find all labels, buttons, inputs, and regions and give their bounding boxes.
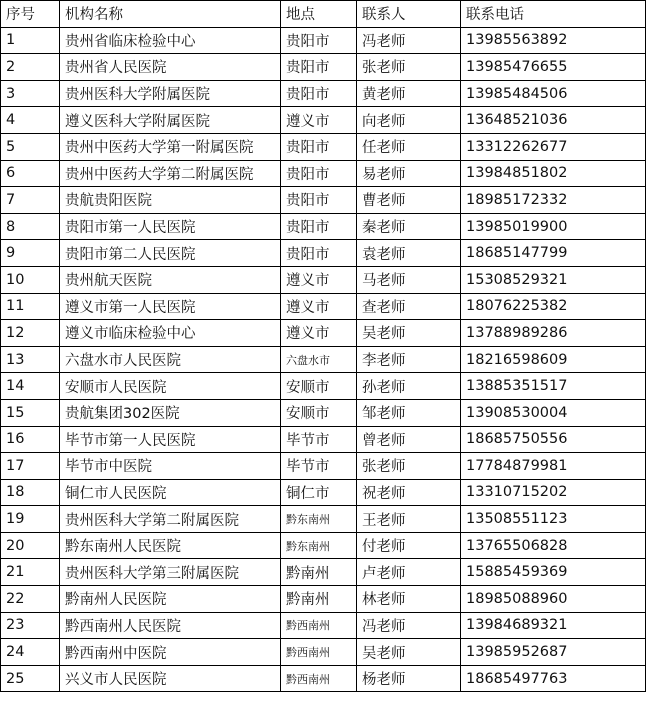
row-index: 25	[1, 665, 60, 692]
institution-name: 毕节市第一人民医院	[60, 426, 281, 453]
contact-person: 邹老师	[357, 399, 461, 426]
contact-person: 冯老师	[357, 612, 461, 639]
contact-person: 杨老师	[357, 665, 461, 692]
institution-name: 黔西南州人民医院	[60, 612, 281, 639]
table-row	[1, 426, 646, 453]
table-row	[1, 453, 646, 480]
phone-number: 13985484506	[461, 80, 646, 107]
table-row	[1, 612, 646, 639]
contact-person: 孙老师	[357, 373, 461, 400]
institution-name: 遵义市临床检验中心	[60, 320, 281, 347]
location: 安顺市	[281, 399, 357, 426]
header-contact: 联系人	[357, 1, 461, 28]
phone-number: 18985172332	[461, 187, 646, 214]
institution-name: 兴义市人民医院	[60, 665, 281, 692]
row-index: 6	[1, 160, 60, 187]
row-index: 11	[1, 293, 60, 320]
phone-number: 13985563892	[461, 27, 646, 54]
table-row	[1, 506, 646, 533]
phone-number: 13310715202	[461, 479, 646, 506]
institution-name: 贵州中医药大学第二附属医院	[60, 160, 281, 187]
table-row	[1, 160, 646, 187]
location: 毕节市	[281, 453, 357, 480]
header-institution: 机构名称	[60, 1, 281, 28]
contact-person: 任老师	[357, 133, 461, 160]
table-row	[1, 586, 646, 613]
row-index: 22	[1, 586, 60, 613]
header-location: 地点	[281, 1, 357, 28]
location: 遵义市	[281, 266, 357, 293]
table-row	[1, 346, 646, 373]
contact-person: 易老师	[357, 160, 461, 187]
row-index: 21	[1, 559, 60, 586]
phone-number: 18076225382	[461, 293, 646, 320]
table-row	[1, 27, 646, 54]
row-index: 3	[1, 80, 60, 107]
location: 贵阳市	[281, 240, 357, 267]
institution-name: 安顺市人民医院	[60, 373, 281, 400]
institution-name: 贵阳市第一人民医院	[60, 213, 281, 240]
institution-name: 毕节市中医院	[60, 453, 281, 480]
contact-person: 曹老师	[357, 187, 461, 214]
table-row	[1, 213, 646, 240]
row-index: 4	[1, 107, 60, 134]
location: 贵阳市	[281, 80, 357, 107]
contact-person: 付老师	[357, 532, 461, 559]
contact-person: 冯老师	[357, 27, 461, 54]
row-index: 13	[1, 346, 60, 373]
contact-person: 向老师	[357, 107, 461, 134]
row-index: 20	[1, 532, 60, 559]
institution-name: 贵州中医药大学第一附属医院	[60, 133, 281, 160]
location: 黔南州	[281, 559, 357, 586]
contact-person: 林老师	[357, 586, 461, 613]
phone-number: 18216598609	[461, 346, 646, 373]
table-row	[1, 107, 646, 134]
institution-name: 六盘水市人民医院	[60, 346, 281, 373]
phone-number: 13648521036	[461, 107, 646, 134]
location: 黔东南州	[281, 506, 357, 533]
table-row	[1, 133, 646, 160]
phone-number: 18685147799	[461, 240, 646, 267]
location: 六盘水市	[281, 346, 357, 373]
location: 遵义市	[281, 293, 357, 320]
table-row	[1, 559, 646, 586]
location: 贵阳市	[281, 54, 357, 81]
contact-person: 祝老师	[357, 479, 461, 506]
location: 贵阳市	[281, 187, 357, 214]
location: 黔西南州	[281, 639, 357, 666]
row-index: 9	[1, 240, 60, 267]
location: 安顺市	[281, 373, 357, 400]
row-index: 12	[1, 320, 60, 347]
location: 黔东南州	[281, 532, 357, 559]
location: 遵义市	[281, 107, 357, 134]
header-index: 序号	[1, 1, 60, 28]
row-index: 7	[1, 187, 60, 214]
institution-name: 遵义医科大学附属医院	[60, 107, 281, 134]
table-row	[1, 54, 646, 81]
row-index: 19	[1, 506, 60, 533]
location: 贵阳市	[281, 133, 357, 160]
row-index: 24	[1, 639, 60, 666]
row-index: 8	[1, 213, 60, 240]
contact-person: 李老师	[357, 346, 461, 373]
table-row	[1, 80, 646, 107]
location: 黔西南州	[281, 665, 357, 692]
phone-number: 17784879981	[461, 453, 646, 480]
institution-name: 黔西南州中医院	[60, 639, 281, 666]
location: 黔西南州	[281, 612, 357, 639]
phone-number: 13984851802	[461, 160, 646, 187]
phone-number: 13908530004	[461, 399, 646, 426]
institution-name: 遵义市第一人民医院	[60, 293, 281, 320]
table-row	[1, 320, 646, 347]
row-index: 10	[1, 266, 60, 293]
institution-name: 贵州医科大学第三附属医院	[60, 559, 281, 586]
phone-number: 13985019900	[461, 213, 646, 240]
contact-person: 吴老师	[357, 320, 461, 347]
table-row	[1, 639, 646, 666]
location: 毕节市	[281, 426, 357, 453]
row-index: 17	[1, 453, 60, 480]
contact-person: 张老师	[357, 453, 461, 480]
location: 遵义市	[281, 320, 357, 347]
institution-name: 贵阳市第二人民医院	[60, 240, 281, 267]
phone-number: 13788989286	[461, 320, 646, 347]
location: 铜仁市	[281, 479, 357, 506]
phone-number: 18685750556	[461, 426, 646, 453]
contact-person: 吴老师	[357, 639, 461, 666]
location: 贵阳市	[281, 213, 357, 240]
contact-person: 马老师	[357, 266, 461, 293]
row-index: 2	[1, 54, 60, 81]
institution-name: 黔东南州人民医院	[60, 532, 281, 559]
phone-number: 13312262677	[461, 133, 646, 160]
contact-person: 王老师	[357, 506, 461, 533]
institution-name: 贵航集团302医院	[60, 399, 281, 426]
contact-person: 袁老师	[357, 240, 461, 267]
phone-number: 15885459369	[461, 559, 646, 586]
phone-number: 15308529321	[461, 266, 646, 293]
table-row	[1, 532, 646, 559]
row-index: 1	[1, 27, 60, 54]
table-row	[1, 373, 646, 400]
row-index: 16	[1, 426, 60, 453]
table-row	[1, 479, 646, 506]
contact-person: 查老师	[357, 293, 461, 320]
contact-person: 秦老师	[357, 213, 461, 240]
phone-number: 18985088960	[461, 586, 646, 613]
phone-number: 13765506828	[461, 532, 646, 559]
location: 贵阳市	[281, 160, 357, 187]
table-row	[1, 187, 646, 214]
contact-person: 张老师	[357, 54, 461, 81]
row-index: 23	[1, 612, 60, 639]
institution-name: 贵州医科大学第二附属医院	[60, 506, 281, 533]
phone-number: 13985952687	[461, 639, 646, 666]
phone-number: 13985476655	[461, 54, 646, 81]
table-row	[1, 293, 646, 320]
institution-name: 贵州航天医院	[60, 266, 281, 293]
institution-name: 黔南州人民医院	[60, 586, 281, 613]
phone-number: 13885351517	[461, 373, 646, 400]
table-row	[1, 399, 646, 426]
table-row	[1, 240, 646, 267]
contact-person: 卢老师	[357, 559, 461, 586]
institution-name: 贵州省临床检验中心	[60, 27, 281, 54]
institution-name: 贵航贵阳医院	[60, 187, 281, 214]
phone-number: 18685497763	[461, 665, 646, 692]
contact-person: 曾老师	[357, 426, 461, 453]
phone-number: 13984689321	[461, 612, 646, 639]
institution-name: 贵州省人民医院	[60, 54, 281, 81]
table-row	[1, 665, 646, 692]
institution-name: 贵州医科大学附属医院	[60, 80, 281, 107]
table-row	[1, 266, 646, 293]
contact-person: 黄老师	[357, 80, 461, 107]
row-index: 14	[1, 373, 60, 400]
phone-number: 13508551123	[461, 506, 646, 533]
institution-name: 铜仁市人民医院	[60, 479, 281, 506]
location: 贵阳市	[281, 27, 357, 54]
row-index: 15	[1, 399, 60, 426]
header-phone: 联系电话	[461, 1, 646, 28]
row-index: 18	[1, 479, 60, 506]
table-header-row	[1, 1, 646, 28]
location: 黔南州	[281, 586, 357, 613]
row-index: 5	[1, 133, 60, 160]
